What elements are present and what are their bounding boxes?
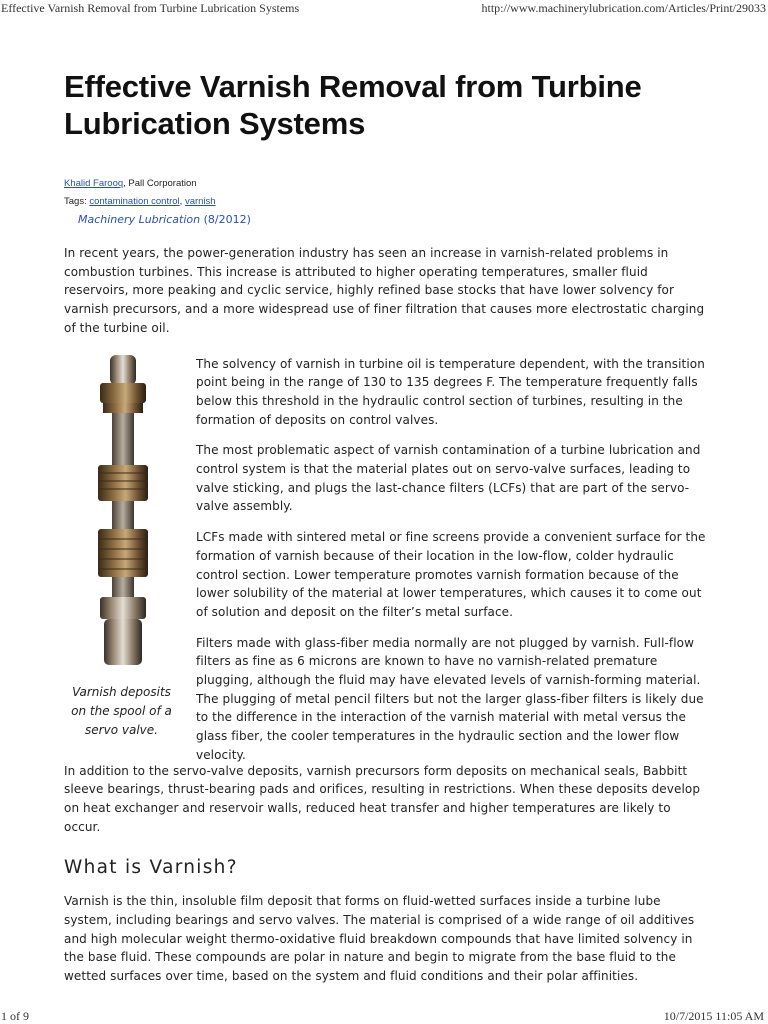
figure-paragraph-3: LCFs made with sintered metal or fine screens provide a convenient surface for the formation of varnish because of their location in the low-flow, colder hydraulic control section. Lower temperature promotes varnish formation because of the lower solubility of the material at lower temperatures, which causes it to come out of solution and deposit on the filter’s metal surface. — [196, 530, 706, 619]
author-link[interactable]: Khalid Farooq — [64, 178, 124, 189]
page-number: 1 of 9 — [1, 1009, 29, 1023]
author-affiliation: , Pall Corporation — [123, 178, 197, 189]
tag-link-contamination-control[interactable]: contamination control — [89, 196, 180, 207]
figure-side-text — [196, 355, 709, 777]
section-heading: What is Varnish? — [64, 857, 238, 879]
byline — [64, 174, 709, 193]
article — [64, 68, 709, 986]
section-paragraph: Varnish is the thin, insoluble film deposit that forms on fluid-wetted surfaces inside a turbine lube system, including bearings and servo valves. The material is comprised of a wide range of oil additives and high molecular weight thermo-oxidative fluid breakdown compounds that have limited solvency in the base fluid. These compounds are polar in nature and begin to migrate from the base fluid to the wetted surfaces over time, based on the system and fluid conditions and their polar affinities. — [64, 894, 695, 984]
print-header — [0, 0, 768, 18]
publication-date: (8/2012) — [200, 213, 251, 226]
figure-paragraph-1: The solvency of varnish in turbine oil is temperature dependent, with the transition point being in the range of 130 to 135 degrees F. The temperature frequently falls below this threshold in the hydraulic control section of turbines, resulting in the formation of deposits on control valves. — [196, 356, 705, 427]
figure — [64, 355, 179, 740]
tag-separator: , — [179, 196, 185, 207]
print-footer — [0, 1008, 768, 1024]
publication-name[interactable]: Machinery Lubrication — [78, 213, 201, 226]
article-title: Effective Varnish Removal from Turbine Lubrication Systems — [64, 69, 642, 141]
servo-valve-spool-image — [90, 355, 156, 669]
figure-caption: Varnish deposits on the spool of a servo valve. — [71, 684, 172, 737]
tags — [64, 193, 709, 211]
intro-paragraph: In recent years, the power-generation industry has seen an increase in varnish-related problems in combustion turbines. This increase is attributed to higher operating temperatures, smaller fluid reservoirs, more peaking and cyclic service, highly refined base stocks that have lower solvency for varnish precursors, and a more widespread use of finer filtration that causes more electrostatic charging of the turbine oil. — [64, 246, 705, 335]
print-header-title: Effective Varnish Removal from Turbine Lubrication Systems — [1, 1, 300, 15]
figure-paragraph-4: Filters made with glass-fiber media normally are not plugged by varnish. Full-flow filters as fine as 6 microns are known to have no varnish-related premature plugging, although the fluid may have elevated levels of varnish-forming material. The plugging of metal pencil filters but not the larger glass-fiber filters is likely due to the difference in the interaction of the varnish material with metal versus the glass fiber, the cooler temperatures in the hydraulic section and the lower flow velocity. — [196, 635, 704, 762]
figure-paragraph-2: The most problematic aspect of varnish contamination of a turbine lubrication and control system is that the material plates out on servo-valve surfaces, leading to valve sticking, and plugs the last-chance filters (LCFs) that are part of the servo-valve assembly. — [196, 443, 701, 514]
tags-label: Tags: — [64, 196, 90, 207]
after-figure-paragraph: In addition to the servo-valve deposits, varnish precursors form deposits on mechanical seals, Babbitt sleeve bearings, thrust-bearing pads and orifices, resulting in restrictions. When these deposits develop on heat exchanger and reservoir walls, reduced heat transfer and higher temperatures are likely to occur. — [64, 763, 701, 834]
tag-link-varnish[interactable]: varnish — [184, 196, 216, 207]
print-datetime: 10/7/2015 11:05 AM — [663, 1009, 764, 1023]
publication-line — [78, 211, 709, 229]
figure-row — [64, 355, 709, 762]
print-header-url: http://www.machinerylubrication.com/Articles/Print/29033 — [481, 1, 766, 15]
